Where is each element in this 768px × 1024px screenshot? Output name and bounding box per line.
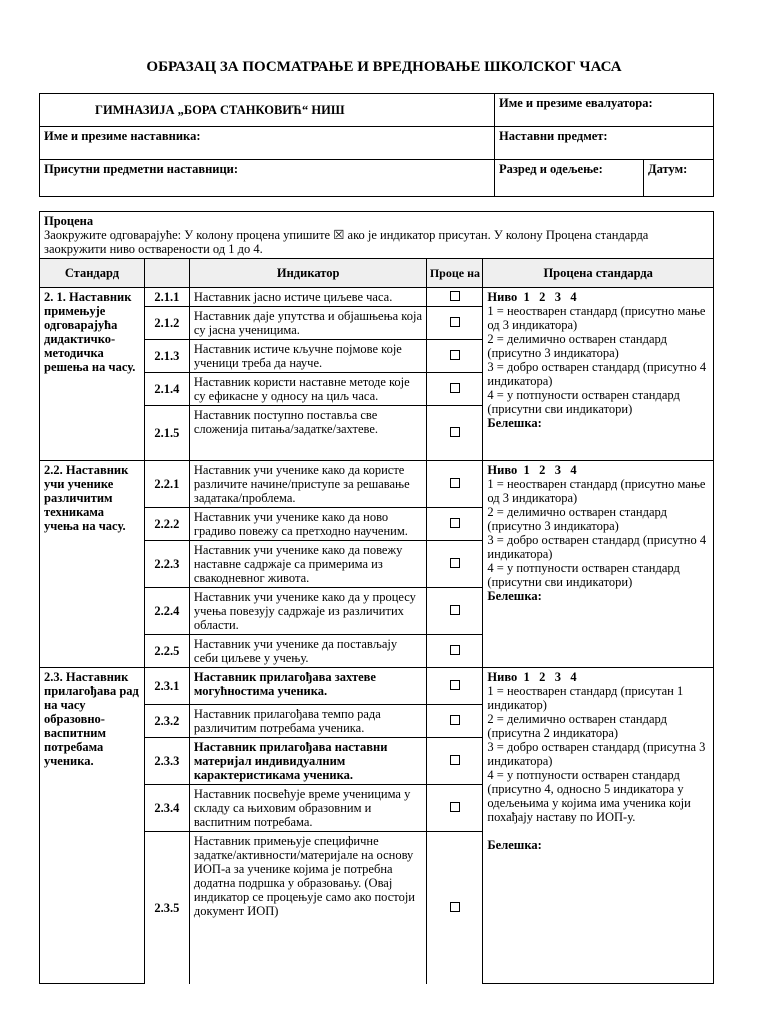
indicator-code: 2.2.5 (144, 635, 189, 668)
indicator-checkbox-cell[interactable] (427, 588, 483, 635)
indicator-code: 2.1.2 (144, 307, 189, 340)
date-field[interactable]: Датум: (644, 160, 714, 197)
note-label: Белешка: (487, 838, 542, 852)
standard-evaluation (483, 288, 714, 461)
checkbox-icon[interactable] (450, 350, 460, 360)
checkbox-icon[interactable] (450, 715, 460, 725)
info-table (39, 93, 714, 197)
indicator-code: 2.3.4 (144, 785, 189, 832)
indicator-checkbox-cell[interactable] (427, 288, 483, 307)
checkbox-icon[interactable] (450, 802, 460, 812)
indicator-code: 2.3.3 (144, 738, 189, 785)
indicator-text: Наставник учи ученике да постављају себи циљеве у учењу. (189, 635, 427, 668)
indicator-checkbox-cell[interactable] (427, 705, 483, 738)
checkbox-icon[interactable] (450, 605, 460, 615)
indicator-text: Наставник примењује специфичне задатке/активности/материјале на основу ИОП-а за ученике којима је потребна додатна подршка у образовању. (Овај индикатор се процењује само ако постоји документ ИОП) (189, 832, 427, 984)
indicator-text: Наставник учи ученике како да повежу наставне садржаје са примерима из свакодневног живота. (189, 541, 427, 588)
indicator-text: Наставник јасно истиче циљеве часа. (189, 288, 427, 307)
indicator-code: 2.2.1 (144, 461, 189, 508)
teacher-field[interactable]: Име и презиме наставника: (40, 127, 495, 160)
indicator-code: 2.3.1 (144, 668, 189, 705)
spacer (487, 824, 709, 838)
standard-evaluation (483, 668, 714, 984)
col-indicator: Индикатор (189, 259, 427, 288)
level-description: 3 = добро остварен стандард (присутно 4 индикатора) (487, 360, 707, 388)
indicator-checkbox-cell[interactable] (427, 373, 483, 406)
indicator-text: Наставник прилагођава темпо рада различитим потребама ученика. (189, 705, 427, 738)
evaluation-table (39, 211, 714, 984)
indicator-checkbox-cell[interactable] (427, 635, 483, 668)
level-description: 4 = у потпуности остварен стандард (присутни сви индикатори) (487, 561, 680, 589)
indicator-text: Наставник учи ученике како да користе различите начине/приступе за решавање задатака/проблема. (189, 461, 427, 508)
checkbox-icon[interactable] (450, 755, 460, 765)
indicator-checkbox-cell[interactable] (427, 508, 483, 541)
level-description: 4 = у потпуности остварен стандард (присутно 4, односно 5 индикатора у одељењима у којима има ученика који похађају наставу по ИОП-у. (487, 768, 691, 824)
indicator-checkbox-cell[interactable] (427, 668, 483, 705)
indicator-checkbox-cell[interactable] (427, 340, 483, 373)
indicator-row (40, 668, 714, 705)
indicator-text: Наставник учи ученике како да ново градиво повежу са претходно наученим. (189, 508, 427, 541)
checkbox-icon[interactable] (450, 478, 460, 488)
school-name-cell: ГИМНАЗИЈА „БОРА СТАНКОВИЋ“ НИШ (40, 94, 495, 127)
indicator-checkbox-cell[interactable] (427, 541, 483, 588)
indicator-text: Наставник учи ученике како да у процесу учења повезују садржаје из различитих области. (189, 588, 427, 635)
standard-evaluation (483, 461, 714, 668)
level-description: 3 = добро остварен стандард (присутна 3 индикатора) (487, 740, 706, 768)
col-code (144, 259, 189, 288)
indicator-text: Наставник прилагођава наставни материјал индивидуалним карактеристикама ученика. (189, 738, 427, 785)
level-scale[interactable]: Ниво 1 2 3 4 (487, 290, 577, 304)
indicator-code: 2.2.2 (144, 508, 189, 541)
indicator-code: 2.3.2 (144, 705, 189, 738)
indicator-checkbox-cell[interactable] (427, 406, 483, 461)
indicator-checkbox-cell[interactable] (427, 832, 483, 984)
indicator-text: Наставник даје упутства и објашњења која су јасна ученицима. (189, 307, 427, 340)
level-description: 2 = делимично остварен стандард (присутно 3 индикатора) (487, 505, 667, 533)
checkbox-icon[interactable] (450, 317, 460, 327)
checkbox-icon[interactable] (450, 383, 460, 393)
present-teachers-field[interactable]: Присутни предметни наставници: (40, 160, 495, 197)
checkbox-icon[interactable] (450, 518, 460, 528)
note-label: Белешка: (487, 416, 542, 430)
indicator-text: Наставник користи наставне методе које су ефикасне у односу на циљ часа. (189, 373, 427, 406)
checkbox-icon[interactable] (450, 291, 460, 301)
standard-name: 2.3. Наставник прилагођава рад на часу образовно-васпитним потребама ученика. (40, 668, 145, 984)
level-description: 1 = неостварен стандард (присутно мање од 3 индикатора) (487, 477, 706, 505)
indicator-row (40, 288, 714, 307)
col-standard: Стандард (40, 259, 145, 288)
checkbox-icon[interactable] (450, 680, 460, 690)
col-check: Проце на (427, 259, 483, 288)
level-scale[interactable]: Ниво 1 2 3 4 (487, 463, 577, 477)
indicator-code: 2.1.5 (144, 406, 189, 461)
indicator-code: 2.2.4 (144, 588, 189, 635)
form-title: ОБРАЗАЦ ЗА ПОСМАТРАЊЕ И ВРЕДНОВАЊЕ ШКОЛСКОГ ЧАСА (146, 59, 622, 75)
indicator-code: 2.2.3 (144, 541, 189, 588)
indicator-code: 2.3.5 (144, 832, 189, 984)
assessment-instructions (40, 212, 714, 259)
indicator-text: Наставник прилагођава захтеве могућностима ученика. (189, 668, 427, 705)
indicator-text: Наставник посвећује време ученицима у складу са њиховим образовним и васпитним потребама. (189, 785, 427, 832)
checkbox-icon[interactable] (450, 558, 460, 568)
level-description: 2 = делимично остварен стандард (присутно 3 индикатора) (487, 332, 667, 360)
level-description: 2 = делимично остварен стандард (присутна 2 индикатора) (487, 712, 667, 740)
indicator-code: 2.1.4 (144, 373, 189, 406)
indicator-checkbox-cell[interactable] (427, 785, 483, 832)
note-label: Белешка: (487, 589, 542, 603)
standard-name: 2.2. Наставник учи ученике различитим техникама учења на часу. (40, 461, 145, 668)
level-scale[interactable]: Ниво 1 2 3 4 (487, 670, 577, 684)
standard-name: 2. 1. Наставник примењује одговарајућа дидактичко-методичка решења на часу. (40, 288, 145, 461)
assessment-text: Заокружите одговарајуће: У колону процена упишите ☒ ако је индикатор присутан. У колону Процена стандарда заокружити ниво остварености од 1 до 4. (44, 228, 649, 256)
col-evaluation: Процена стандарда (483, 259, 714, 288)
indicator-checkbox-cell[interactable] (427, 738, 483, 785)
indicator-row (40, 461, 714, 508)
indicator-text: Наставник истиче кључне појмове које ученици треба да науче. (189, 340, 427, 373)
indicator-code: 2.1.1 (144, 288, 189, 307)
grade-field[interactable]: Разред и одељење: (495, 160, 644, 197)
evaluator-field[interactable]: Име и презиме евалуатора: (495, 94, 714, 127)
checkbox-icon[interactable] (450, 645, 460, 655)
indicator-code: 2.1.3 (144, 340, 189, 373)
checkbox-icon[interactable] (450, 427, 460, 437)
level-description: 3 = добро остварен стандард (присутно 4 индикатора) (487, 533, 707, 561)
assessment-heading: Процена (44, 214, 94, 228)
indicator-checkbox-cell[interactable] (427, 461, 483, 508)
checkbox-icon[interactable] (450, 902, 460, 912)
level-description: 1 = неостварен стандард (присутан 1 индикатор) (487, 684, 684, 712)
level-description: 4 = у потпуности остварен стандард (присутни сви индикатори) (487, 388, 680, 416)
indicator-checkbox-cell[interactable] (427, 307, 483, 340)
indicator-text: Наставник поступно поставља све сложенија питања/задатке/захтеве. (189, 406, 427, 461)
level-description: 1 = неостварен стандард (присутно мање од 3 индикатора) (487, 304, 706, 332)
subject-field[interactable]: Наставни предмет: (495, 127, 714, 160)
